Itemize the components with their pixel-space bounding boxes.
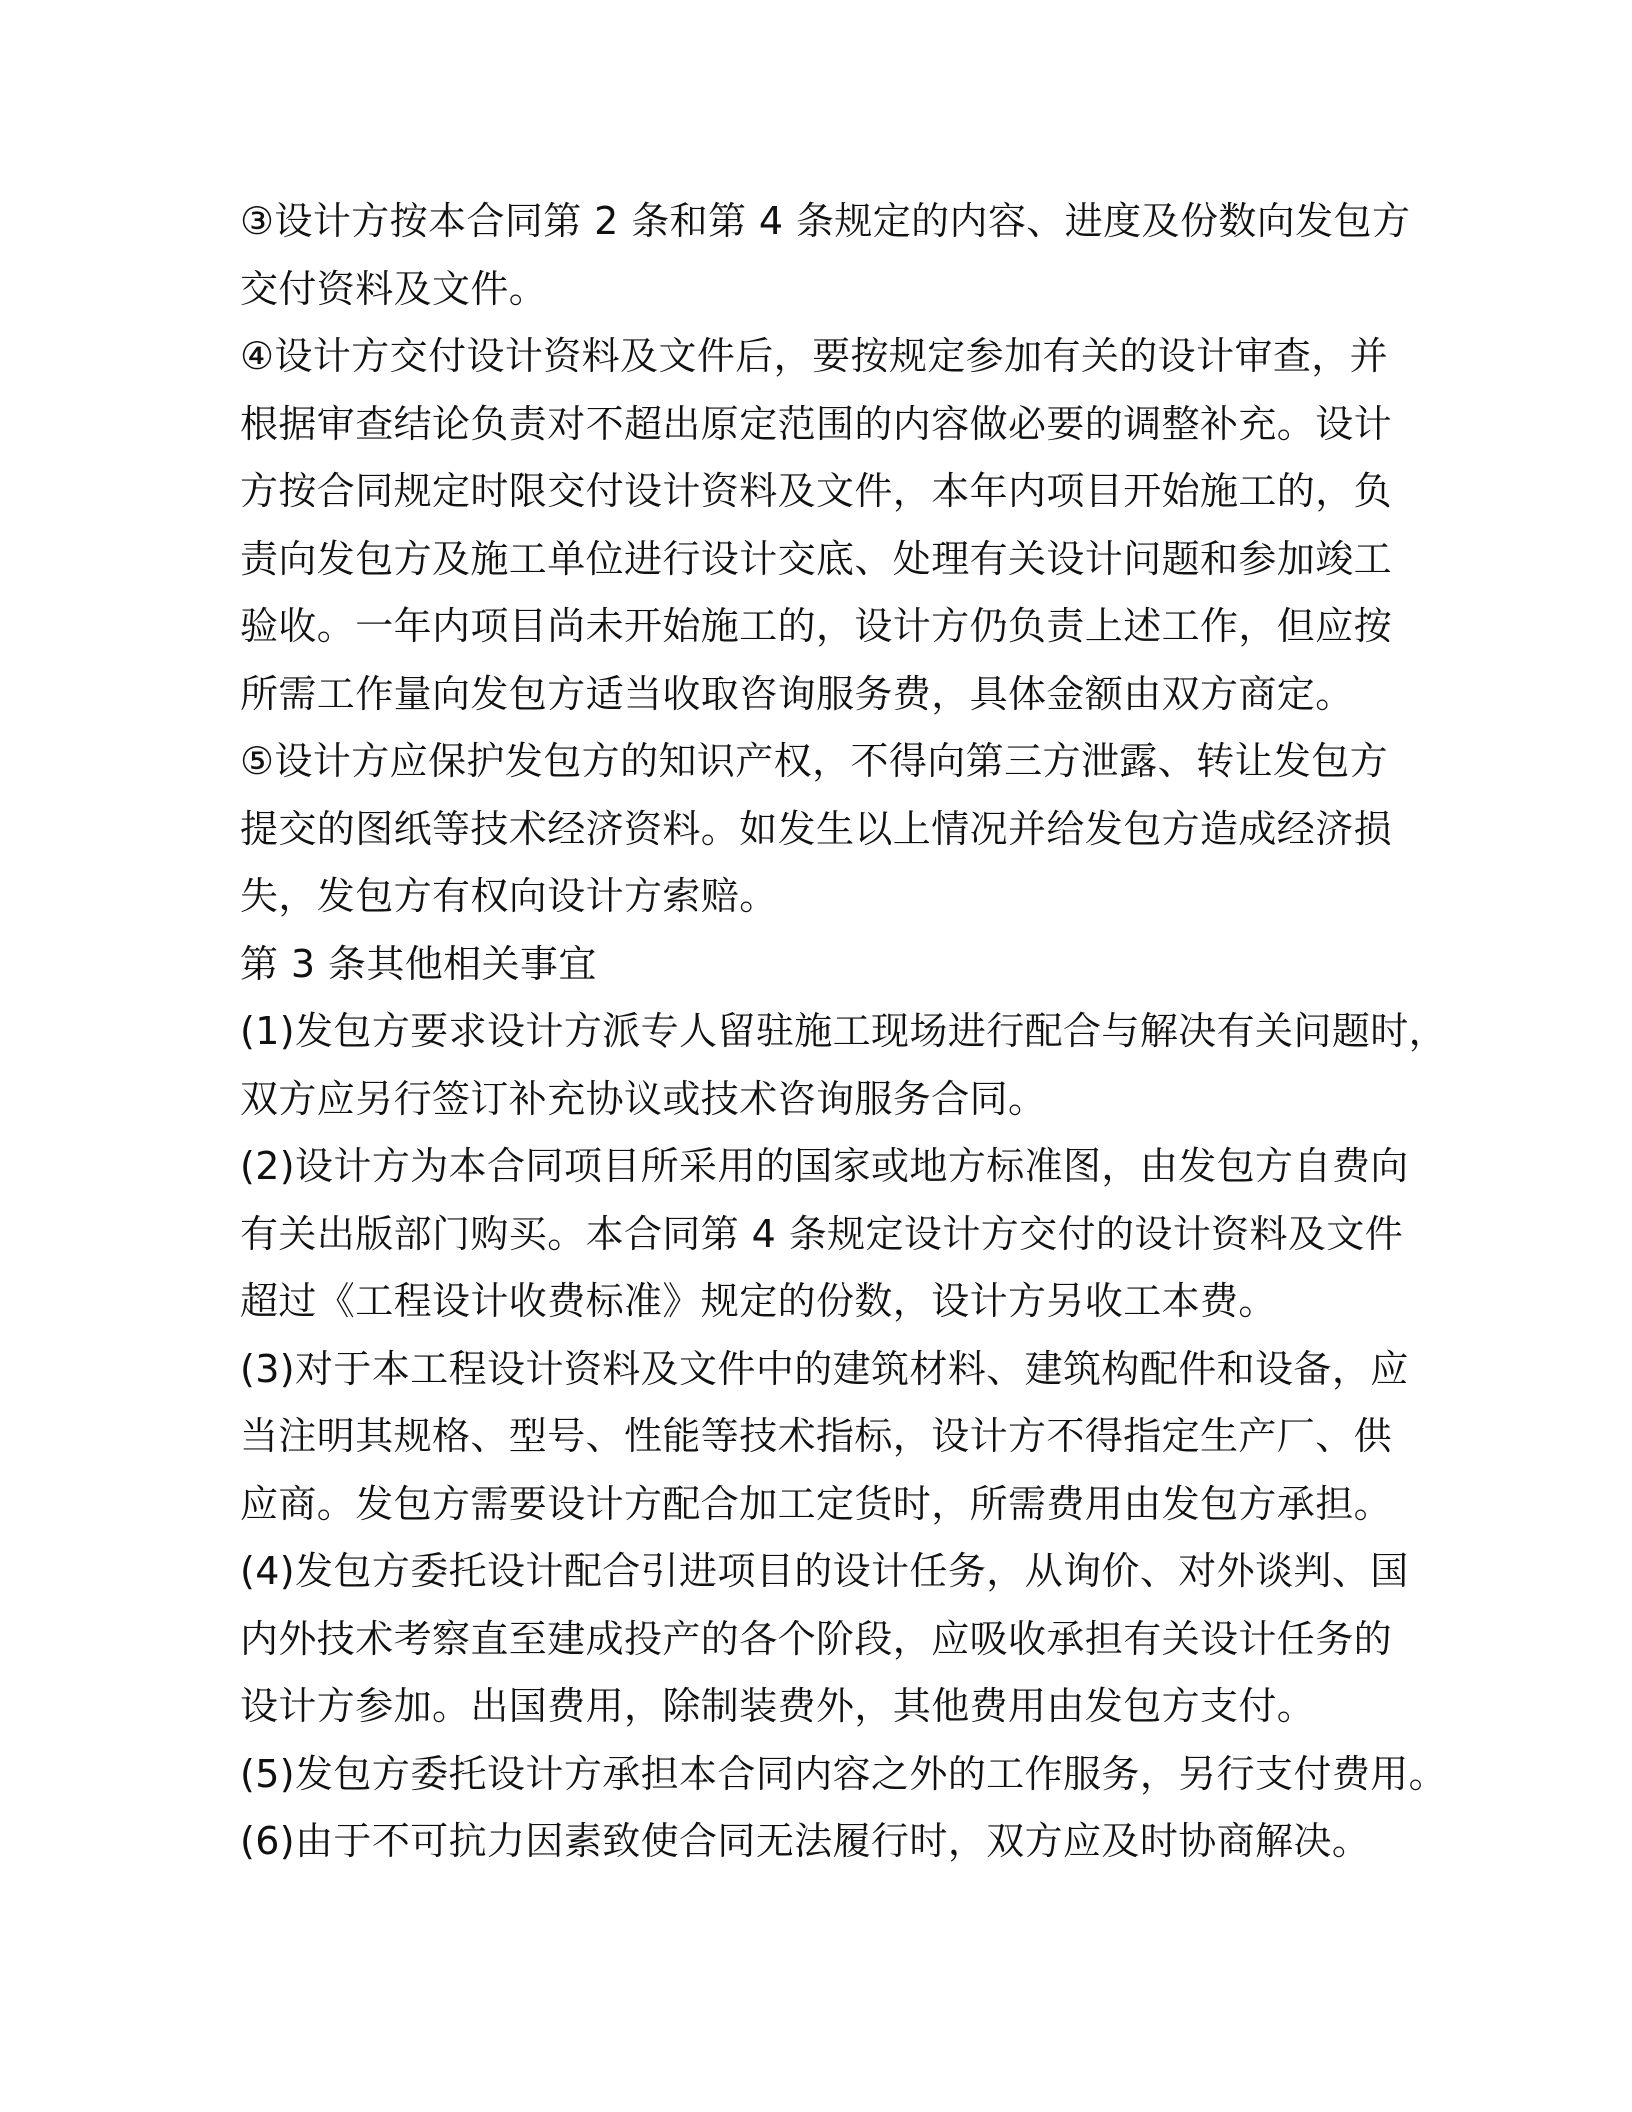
text-line: 提交的图纸等技术经济资料。如发生以上情况并给发包方造成经济损 — [240, 806, 1393, 851]
text-line: 所需工作量向发包方适当收取咨询服务费，具体金额由双方商定。 — [240, 671, 1354, 716]
text-line: ③设计方按本合同第 2 条和第 4 条规定的内容、进度及份数向发包方 — [240, 199, 1411, 243]
text-line: 应商。发包方需要设计方配合加工定货时，所需费用由发包方承担。 — [240, 1481, 1393, 1526]
text-line: (4)发包方委托设计配合引进项目的设计任务，从询价、对外谈判、国 — [240, 1549, 1409, 1593]
text-line: 超过《工程设计收费标准》规定的份数，设计方另收工本费。 — [240, 1279, 1277, 1323]
text-line: (1)发包方要求设计方派专人留驻施工现场进行配合与解决有关问题时， — [240, 1009, 1448, 1053]
text-line: 方按合同规定时限交付设计资料及文件，本年内项目开始施工的，负 — [240, 469, 1393, 513]
text-line: (5)发包方委托设计方承担本合同内容之外的工作服务，另行支付费用。 — [240, 1751, 1448, 1796]
text-line: 失，发包方有权向设计方索赔。 — [240, 874, 778, 918]
text-line: 当注明其规格、型号、性能等技术指标，设计方不得指定生产厂、供 — [240, 1414, 1393, 1458]
text-line: 有关出版部门购买。本合同第 4 条规定设计方交付的设计资料及文件 — [240, 1211, 1404, 1256]
text-line: ⑤设计方应保护发包方的知识产权，不得向第三方泄露、转让发包方 — [240, 739, 1389, 783]
text-line: 交付资料及文件。 — [240, 266, 548, 311]
text-line: (3)对于本工程设计资料及文件中的建筑材料、建筑构配件和设备，应 — [240, 1346, 1409, 1391]
text-line: 设计方参加。出国费用，除制装费外，其他费用由发包方支付。 — [240, 1684, 1316, 1728]
text-line: (2)设计方为本合同项目所采用的国家或地方标准图，由发包方自费向 — [240, 1144, 1409, 1188]
text-line: ④设计方交付设计资料及文件后，要按规定参加有关的设计审查，并 — [240, 334, 1389, 378]
text-line: 双方应另行签订补充协议或技术咨询服务合同。 — [240, 1076, 1047, 1121]
text-line: 根据审查结论负责对不超出原定范围的内容做必要的调整补充。设计 — [240, 401, 1393, 446]
text-line: 验收。一年内项目尚未开始施工的，设计方仍负责上述工作，但应按 — [240, 604, 1393, 648]
text-line: 责向发包方及施工单位进行设计交底、处理有关设计问题和参加竣工 — [240, 536, 1393, 581]
text-line: (6)由于不可抗力因素致使合同无法履行时，双方应及时协商解决。 — [240, 1819, 1371, 1863]
text-line: 内外技术考察直至建成投产的各个阶段，应吸收承担有关设计任务的 — [240, 1616, 1393, 1661]
document-body — [240, 188, 1448, 1876]
section-heading: 第 3 条其他相关事宜 — [240, 941, 597, 986]
